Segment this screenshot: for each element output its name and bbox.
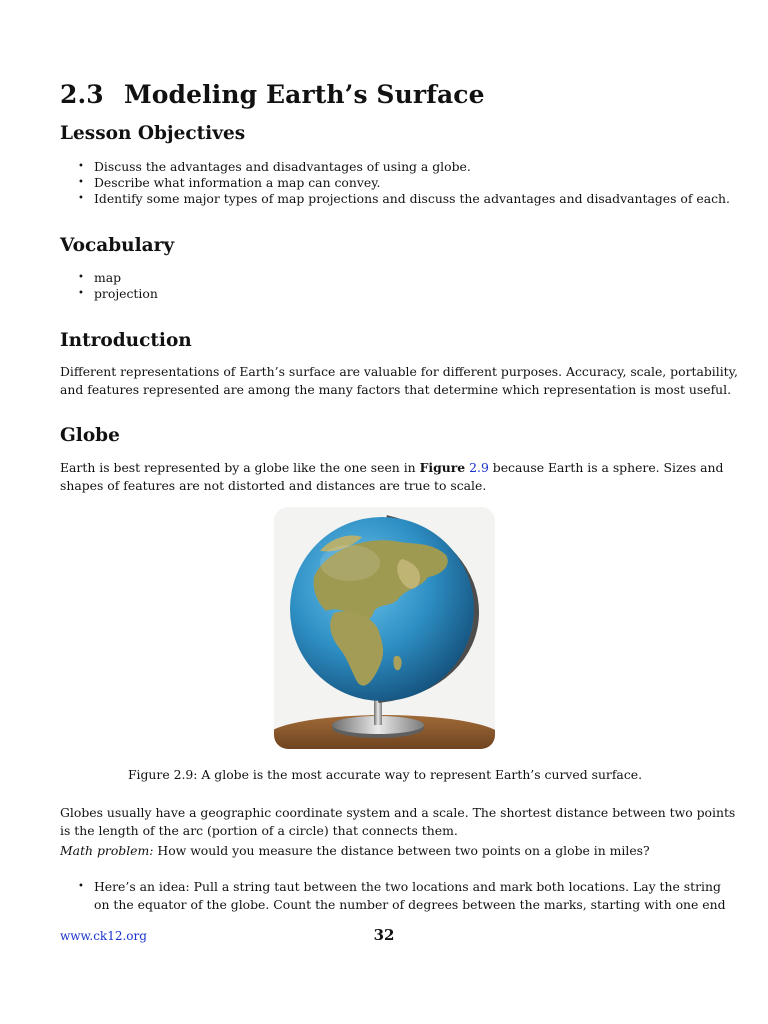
section-number: 2.3 — [60, 80, 104, 109]
objectives-heading: Lesson Objectives — [60, 123, 246, 144]
section-title — [60, 80, 485, 109]
figure-reference-link[interactable]: 2.9 — [469, 460, 489, 475]
list-item: • Discuss the advantages and disadvantages of using a globe. — [78, 159, 471, 174]
globe-paragraph: Earth is best represented by a globe like the one seen in Figure 2.9 because Earth is a sphere. Sizes and shapes of features are not distorted and distances are true to scale. — [60, 460, 724, 493]
figure-caption: Figure 2.9: A globe is the most accurate way to represent Earth’s curved surface. — [127, 767, 643, 782]
math-problem: Math problem: How would you measure the distance between two points on a globe in miles? — [60, 843, 650, 858]
globe-photo-icon — [274, 507, 495, 749]
list-item: • projection — [78, 286, 158, 301]
section-title-text: Modeling Earth’s Surface — [124, 80, 485, 109]
globe-photo — [274, 507, 495, 749]
vocabulary-heading: Vocabulary — [60, 235, 175, 256]
idea-list — [76, 878, 726, 914]
globe-heading: Globe — [60, 425, 120, 446]
list-item: • Describe what information a map can convey. — [78, 175, 381, 190]
body-paragraph: Globes usually have a geographic coordinate system and a scale. The shortest distance between two points is the length of the arc (portion of a circle) that connects them. — [60, 805, 736, 838]
page-number: 32 — [373, 926, 395, 944]
vocabulary-list — [76, 270, 716, 302]
list-item: • Identify some major types of map projections and discuss the advantages and disadvantages of each. — [78, 191, 730, 206]
introduction-paragraph: Different representations of Earth’s surface are valuable for different purposes. Accuracy, scale, portability, and features represented are among the many factors that determine which representation is most useful. — [60, 364, 738, 397]
list-item: • map — [78, 270, 122, 285]
objectives-list — [76, 159, 730, 207]
footer-website-link[interactable]: www.ck12.org — [60, 929, 147, 943]
list-item: • Here’s an idea: Pull a string taut between the two locations and mark both locations. Lay the string on the equator of the globe. Count the number of degrees between the marks, starting with one end — [78, 879, 726, 912]
introduction-heading: Introduction — [60, 330, 192, 351]
